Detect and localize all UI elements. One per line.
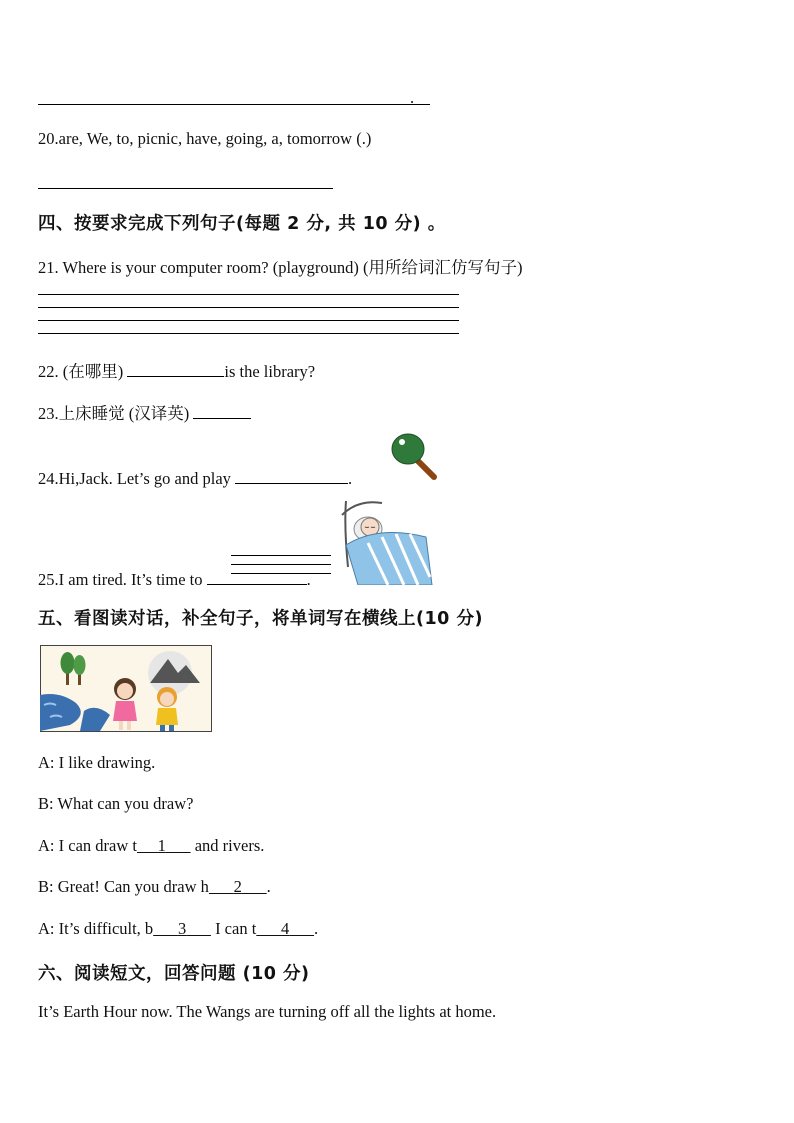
answer-blank-4[interactable] bbox=[256, 919, 314, 938]
question-24-prefix: 24.Hi,Jack. Let’s go and play bbox=[38, 469, 236, 488]
dialogue-line-5 bbox=[38, 919, 318, 939]
dialogue-line-5-c: I can t bbox=[210, 919, 257, 938]
answer-line-q21-4[interactable] bbox=[38, 333, 459, 334]
girl-sleeping-in-bed-image bbox=[338, 497, 434, 585]
answer-blank-q24[interactable] bbox=[235, 469, 348, 484]
answer-blank-q23[interactable] bbox=[193, 404, 251, 419]
dialogue-line-1: A: I like drawing. bbox=[38, 753, 156, 772]
answer-line-q21-1[interactable] bbox=[38, 294, 459, 295]
blank-number-1: 1 bbox=[157, 836, 166, 855]
dialogue-line-3 bbox=[38, 836, 264, 856]
dialogue-line-5-d: . bbox=[314, 919, 319, 938]
answer-blank-q22[interactable] bbox=[127, 362, 224, 377]
question-20: 20.are, We, to, picnic, have, going, a, tomorrow (.) bbox=[38, 129, 372, 148]
question-22 bbox=[38, 358, 315, 382]
blank-number-2: 2 bbox=[233, 877, 242, 896]
answer-line-q25-3[interactable] bbox=[231, 573, 331, 574]
dialogue-line-3-a: A: I can draw t bbox=[38, 836, 137, 855]
question-24 bbox=[38, 469, 352, 489]
answer-line-q21-3[interactable] bbox=[38, 320, 459, 321]
question-25-prefix: 25.I am tired. It’s time to bbox=[38, 570, 207, 589]
answer-blank-3[interactable] bbox=[153, 919, 211, 938]
answer-line-q20[interactable] bbox=[38, 188, 333, 189]
blank-number-3: 3 bbox=[177, 919, 187, 938]
question-21-text: 21. Where is your computer room? (playground) (用所给词汇仿写句子) bbox=[38, 258, 523, 277]
answer-blank-1[interactable] bbox=[137, 836, 191, 855]
section-4-title: 四、按要求完成下列句子(每题 2 分, 共 10 分) 。 bbox=[38, 214, 446, 234]
ping-pong-paddle-icon bbox=[390, 431, 440, 481]
dialogue-line-4 bbox=[38, 877, 271, 897]
dialogue-line-5-a: A: It’s difficult, b bbox=[38, 919, 154, 938]
question-23-text: 23.上床睡觉 (汉译英) bbox=[38, 404, 194, 423]
answer-blank-2[interactable] bbox=[209, 877, 267, 896]
question-21 bbox=[38, 254, 523, 278]
dialogue-line-3-c: and rivers. bbox=[190, 836, 265, 855]
question-24-suffix: . bbox=[348, 469, 353, 488]
dialogue-line-4-a: B: Great! Can you draw h bbox=[38, 877, 209, 896]
answer-line-q25-1[interactable] bbox=[231, 555, 331, 556]
answer-line-q19[interactable] bbox=[38, 104, 430, 105]
blank-number-4: 4 bbox=[281, 919, 290, 938]
section-5-title: 五、看图读对话，补全句子，将单词写在横线上(10 分) bbox=[38, 609, 483, 629]
section-6-title: 六、阅读短文，回答问题 (10 分) bbox=[38, 964, 310, 984]
passage-line-1: It’s Earth Hour now. The Wangs are turning off all the lights at home. bbox=[38, 1002, 497, 1021]
answer-line-q21-2[interactable] bbox=[38, 307, 459, 308]
question-25-suffix: . bbox=[306, 570, 311, 589]
question-23 bbox=[38, 400, 251, 424]
q19-period: . bbox=[410, 88, 415, 107]
question-22-prefix: 22. (在哪里) bbox=[38, 362, 128, 381]
dialogue-line-4-c: . bbox=[266, 877, 271, 896]
dialogue-line-2: B: What can you draw? bbox=[38, 794, 194, 813]
answer-line-q25-2[interactable] bbox=[231, 564, 331, 565]
drawing-scene-image bbox=[40, 645, 212, 732]
question-22-suffix: is the library? bbox=[224, 362, 316, 381]
